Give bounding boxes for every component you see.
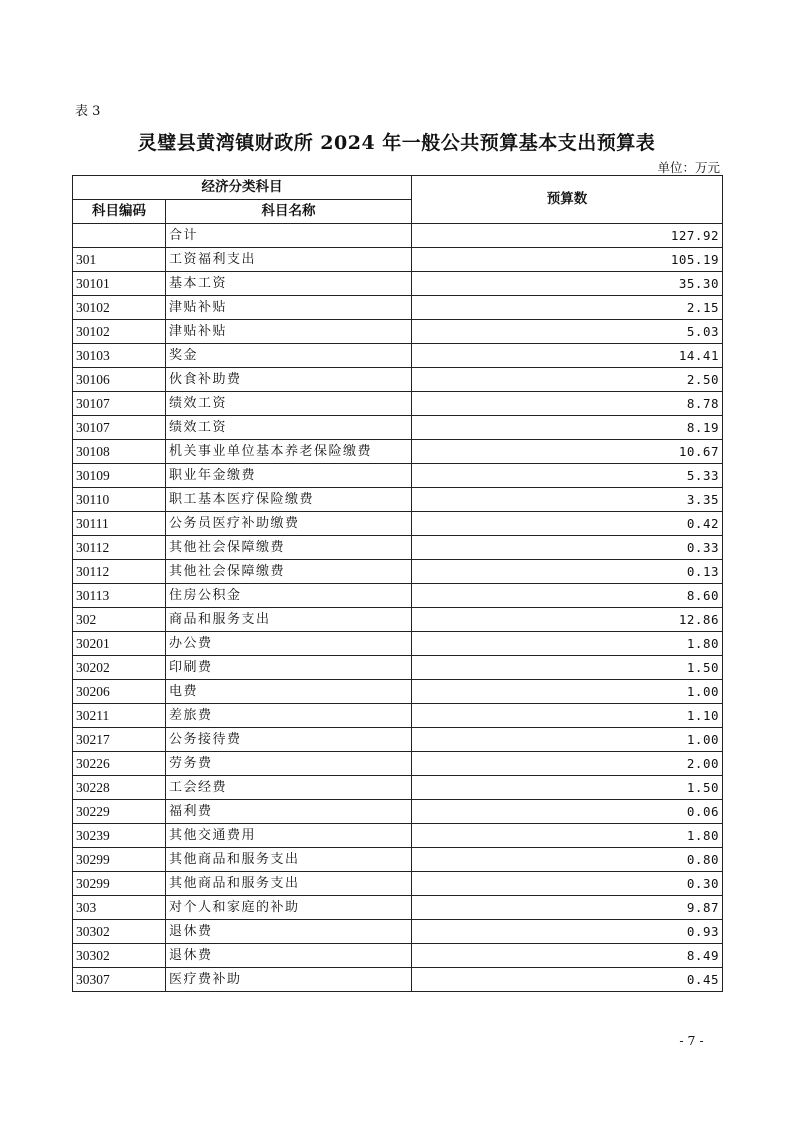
row-name: 基本工资: [166, 272, 412, 296]
row-code: 302: [73, 608, 166, 632]
table-row: [73, 920, 723, 944]
row-name: 公务接待费: [166, 728, 412, 752]
row-amount: 1.50: [412, 776, 723, 800]
header-economic-category: 经济分类科目: [73, 176, 412, 200]
table-row: [73, 392, 723, 416]
row-name: 职业年金缴费: [166, 464, 412, 488]
row-code: 30299: [73, 872, 166, 896]
unit-label: 单位：万元: [657, 160, 720, 175]
row-name: 退休费: [166, 920, 412, 944]
row-name: 医疗费补助: [166, 968, 412, 992]
row-code: 30226: [73, 752, 166, 776]
row-amount: 14.41: [412, 344, 723, 368]
row-code: [73, 224, 166, 248]
row-amount: 12.86: [412, 608, 723, 632]
row-code: 30107: [73, 416, 166, 440]
row-amount: 1.00: [412, 728, 723, 752]
row-name: 合计: [166, 224, 412, 248]
row-name: 其他交通费用: [166, 824, 412, 848]
table-row: [73, 416, 723, 440]
row-amount: 0.93: [412, 920, 723, 944]
row-code: 303: [73, 896, 166, 920]
table-row: [73, 320, 723, 344]
row-amount: 0.33: [412, 536, 723, 560]
row-code: 30101: [73, 272, 166, 296]
table-row: [73, 848, 723, 872]
row-amount: 3.35: [412, 488, 723, 512]
row-name: 其他商品和服务支出: [166, 848, 412, 872]
row-name: 住房公积金: [166, 584, 412, 608]
row-name: 机关事业单位基本养老保险缴费: [166, 440, 412, 464]
row-name: 伙食补助费: [166, 368, 412, 392]
row-code: 30113: [73, 584, 166, 608]
table-row: [73, 272, 723, 296]
row-code: 30109: [73, 464, 166, 488]
row-amount: 1.80: [412, 824, 723, 848]
row-amount: 8.49: [412, 944, 723, 968]
row-code: 30217: [73, 728, 166, 752]
row-code: 30102: [73, 296, 166, 320]
table-body: [73, 224, 723, 992]
row-name: 奖金: [166, 344, 412, 368]
row-code: 30201: [73, 632, 166, 656]
row-amount: 10.67: [412, 440, 723, 464]
table-row: [73, 440, 723, 464]
row-amount: 8.19: [412, 416, 723, 440]
row-amount: 2.15: [412, 296, 723, 320]
row-name: 劳务费: [166, 752, 412, 776]
row-name: 其他社会保障缴费: [166, 560, 412, 584]
table-row: [73, 656, 723, 680]
row-name: 绩效工资: [166, 392, 412, 416]
row-code: 30102: [73, 320, 166, 344]
row-code: 30106: [73, 368, 166, 392]
row-amount: 35.30: [412, 272, 723, 296]
table-row: [73, 512, 723, 536]
table-row: [73, 752, 723, 776]
row-name: 其他社会保障缴费: [166, 536, 412, 560]
table-row: [73, 464, 723, 488]
header-budget-amount: 预算数: [412, 176, 723, 224]
table-row: [73, 968, 723, 992]
row-name: 津贴补贴: [166, 320, 412, 344]
row-name: 退休费: [166, 944, 412, 968]
row-name: 其他商品和服务支出: [166, 872, 412, 896]
row-amount: 0.13: [412, 560, 723, 584]
row-name: 职工基本医疗保险缴费: [166, 488, 412, 512]
row-amount: 2.50: [412, 368, 723, 392]
row-name: 绩效工资: [166, 416, 412, 440]
row-name: 工会经费: [166, 776, 412, 800]
table-row: [73, 944, 723, 968]
row-amount: 2.00: [412, 752, 723, 776]
row-name: 对个人和家庭的补助: [166, 896, 412, 920]
table-row: [73, 632, 723, 656]
row-code: 30103: [73, 344, 166, 368]
budget-table: [72, 175, 723, 992]
row-amount: 0.06: [412, 800, 723, 824]
row-code: 301: [73, 248, 166, 272]
table-row: [73, 584, 723, 608]
row-amount: 1.80: [412, 632, 723, 656]
row-code: 30239: [73, 824, 166, 848]
row-amount: 8.60: [412, 584, 723, 608]
row-amount: 105.19: [412, 248, 723, 272]
row-name: 津贴补贴: [166, 296, 412, 320]
table-row: [73, 680, 723, 704]
row-code: 30211: [73, 704, 166, 728]
row-amount: 0.45: [412, 968, 723, 992]
table-row: [73, 296, 723, 320]
row-amount: 5.03: [412, 320, 723, 344]
row-amount: 9.87: [412, 896, 723, 920]
page-number: - 7 -: [679, 1033, 704, 1048]
table-row: [73, 800, 723, 824]
row-amount: 0.80: [412, 848, 723, 872]
table-row: [73, 560, 723, 584]
row-amount: 5.33: [412, 464, 723, 488]
row-code: 30228: [73, 776, 166, 800]
row-code: 30110: [73, 488, 166, 512]
row-amount: 127.92: [412, 224, 723, 248]
row-name: 电费: [166, 680, 412, 704]
row-code: 30108: [73, 440, 166, 464]
table-row: [73, 344, 723, 368]
table-row: [73, 728, 723, 752]
table-row: [73, 536, 723, 560]
header-subject-name: 科目名称: [166, 200, 412, 224]
table-row: [73, 704, 723, 728]
row-code: 30206: [73, 680, 166, 704]
row-code: 30107: [73, 392, 166, 416]
table-row: [73, 368, 723, 392]
row-name: 公务员医疗补助缴费: [166, 512, 412, 536]
table-row: [73, 896, 723, 920]
table-row: [73, 776, 723, 800]
row-name: 工资福利支出: [166, 248, 412, 272]
row-code: 30111: [73, 512, 166, 536]
table-row: [73, 608, 723, 632]
table-row: [73, 488, 723, 512]
header-subject-code: 科目编码: [73, 200, 166, 224]
row-name: 差旅费: [166, 704, 412, 728]
row-name: 商品和服务支出: [166, 608, 412, 632]
row-amount: 1.00: [412, 680, 723, 704]
row-amount: 1.10: [412, 704, 723, 728]
row-code: 30307: [73, 968, 166, 992]
row-code: 30302: [73, 920, 166, 944]
row-code: 30112: [73, 560, 166, 584]
row-code: 30299: [73, 848, 166, 872]
table-label: 表 3: [75, 104, 101, 119]
table-row: [73, 224, 723, 248]
row-code: 30112: [73, 536, 166, 560]
row-code: 30229: [73, 800, 166, 824]
page-title: 灵璧县黄湾镇财政所 2024 年一般公共预算基本支出预算表: [137, 132, 656, 154]
row-amount: 8.78: [412, 392, 723, 416]
table-row: [73, 872, 723, 896]
table-row: [73, 248, 723, 272]
row-code: 30202: [73, 656, 166, 680]
row-name: 办公费: [166, 632, 412, 656]
table-row: [73, 824, 723, 848]
row-code: 30302: [73, 944, 166, 968]
row-amount: 0.30: [412, 872, 723, 896]
row-amount: 1.50: [412, 656, 723, 680]
row-name: 福利费: [166, 800, 412, 824]
row-amount: 0.42: [412, 512, 723, 536]
row-name: 印刷费: [166, 656, 412, 680]
